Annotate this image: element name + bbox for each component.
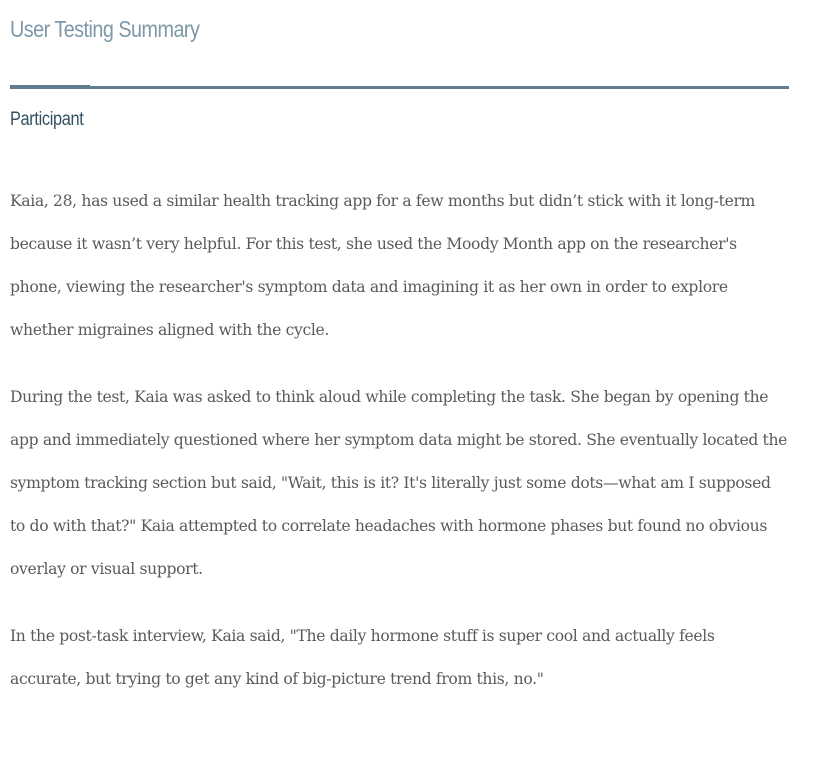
page-title: User Testing Summary	[10, 16, 200, 42]
section-heading-participant: Participant	[10, 109, 84, 130]
title-divider	[10, 86, 789, 89]
paragraph-post-task-interview: In the post-task interview, Kaia said, "The daily hormone stuff is super cool and actually feels accurate, but trying to get any kind of big-picture trend from this, no."	[10, 627, 715, 688]
paragraph-participant-background: Kaia, 28, has used a similar health tracking app for a few months but didn’t stick with it long-term because it wasn’t very helpful. For this test, she used the Moody Month app on the researcher's phone, viewing the researcher's symptom data and imagining it as her own in order to explore whether migraines aligned with the cycle.	[10, 192, 755, 339]
paragraph-test-observations: During the test, Kaia was asked to think aloud while completing the task. She began by opening the app and immediately questioned where her symptom data might be stored. She eventually located the symptom tracking section but said, "Wait, this is it? It's literally just some dots—what am I supposed to do with that?" Kaia attempted to correlate headaches with hormone phases but found no obvious overlay or visual support.	[10, 388, 788, 578]
section-body	[10, 180, 790, 725]
